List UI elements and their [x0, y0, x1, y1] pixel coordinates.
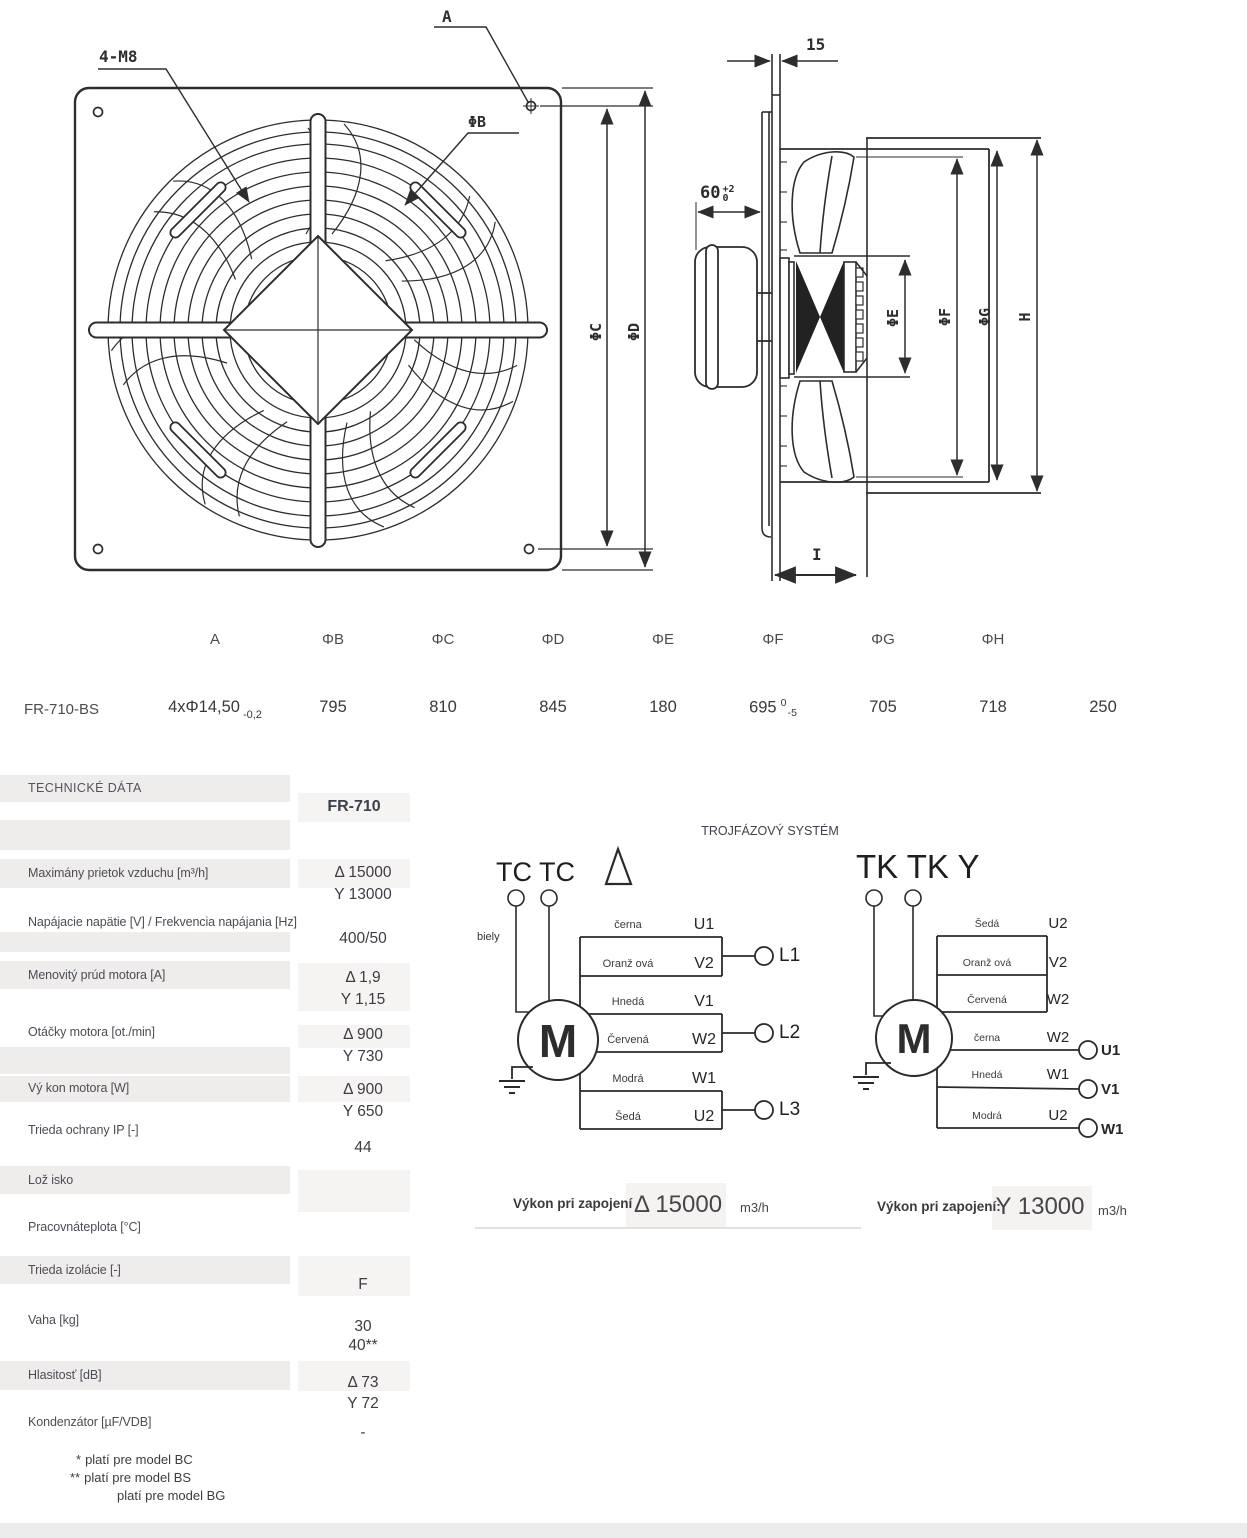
- dim-cell: 795: [319, 698, 347, 716]
- tk-label: TK TK Y: [856, 848, 980, 885]
- tech-value: 400/50: [339, 930, 387, 947]
- wire-code: U2: [1048, 915, 1068, 932]
- wire-color: Oranž ová: [602, 958, 654, 970]
- footnote: [113, 1488, 225, 1503]
- tech-table-title: TECHNICKÉ DÁTA: [28, 781, 142, 795]
- ground-icon: [499, 1067, 533, 1093]
- value-box: [298, 1170, 410, 1212]
- model-name: FR-710-BS: [24, 701, 100, 718]
- terminal-label-l2: L2: [779, 1022, 801, 1043]
- tech-label: Vý kon motora [W]: [28, 1081, 130, 1095]
- row-stripe: [0, 1047, 290, 1074]
- dim-cell: 845: [539, 698, 567, 716]
- tech-table-model: FR-710: [327, 798, 381, 815]
- label-phif: ΦF: [936, 307, 954, 327]
- footnote-marker: **: [70, 1470, 81, 1485]
- tech-label: Trieda ochrany IP [-]: [28, 1123, 139, 1137]
- output-unit-star: m3/h: [1098, 1203, 1127, 1218]
- terminal-label-l3: L3: [779, 1099, 801, 1120]
- label-phic: ΦC: [587, 322, 605, 342]
- housing-outline: [780, 138, 1041, 577]
- tech-value: Δ 900: [343, 1026, 383, 1043]
- dim-header: ΦF: [762, 631, 784, 648]
- tech-value: Y 650: [342, 1103, 384, 1120]
- wire-color: Šedá: [615, 1111, 641, 1123]
- terminal-label-l1: L1: [779, 945, 801, 966]
- tech-value: Y 72: [347, 1395, 379, 1412]
- dim-cell-a: [155, 698, 275, 721]
- motor-letter-star: M: [896, 1015, 932, 1062]
- tech-value: Y 730: [342, 1048, 384, 1065]
- terminal-l3: [755, 1101, 773, 1119]
- tech-value: -: [360, 1424, 366, 1441]
- dim-cell-a-main: 4xΦ14,50: [168, 698, 240, 716]
- output-value-star: Y 13000: [995, 1193, 1085, 1220]
- wire-color: černa: [614, 919, 642, 931]
- footnote-text: platí pre model BG: [117, 1488, 226, 1503]
- wire-label-biely: biely: [477, 931, 500, 943]
- label-phib: ΦB: [468, 113, 487, 131]
- motor-letter: M: [538, 1015, 578, 1067]
- dim-header: ΦG: [871, 631, 895, 648]
- label-60: 60: [700, 183, 721, 203]
- terminal-l2: [755, 1024, 773, 1042]
- label-60-sup: +2: [722, 184, 735, 195]
- label-phig: ΦG: [976, 307, 994, 327]
- output-label-delta: Výkon pri zapojení: [513, 1196, 633, 1211]
- tech-label: Lož isko: [28, 1173, 74, 1187]
- label-4m8: 4-M8: [99, 47, 138, 66]
- dim-header: ΦE: [652, 631, 674, 648]
- output-unit-delta: m3/h: [740, 1200, 769, 1215]
- footnote: [76, 1452, 193, 1467]
- delta-symbol: [606, 849, 631, 884]
- tech-value: 44: [354, 1139, 372, 1156]
- terminal-label-v1: V1: [1101, 1081, 1120, 1098]
- wire-color: Červená: [967, 994, 1007, 1006]
- fan-front-view: [75, 7, 653, 570]
- footnote-text: platí pre model BC: [85, 1452, 193, 1467]
- tech-label: Maximány prietok vzduchu [m³/h]: [28, 866, 209, 880]
- tech-value: F: [358, 1276, 368, 1293]
- tech-value: Δ 15000: [334, 864, 392, 881]
- dim-cell-f-sup: 0: [780, 697, 787, 709]
- wire-color: Červená: [607, 1034, 649, 1046]
- ground-icon-star: [853, 1063, 891, 1089]
- tech-label: Hlasitosť [dB]: [28, 1368, 102, 1382]
- delta-circuit: [499, 849, 773, 1129]
- tech-label: Pracovnáteplota [°C]: [28, 1220, 141, 1234]
- divider: [475, 1227, 861, 1229]
- tc-terminal-2: [541, 890, 557, 906]
- label-phid: ΦD: [625, 322, 643, 342]
- dim-cell-f-sub: -5: [787, 707, 797, 719]
- wire-color: Hnedá: [971, 1069, 1003, 1081]
- dim-cell: 250: [1089, 698, 1117, 716]
- dim-cell-f: [728, 698, 818, 718]
- dim-header: ΦC: [431, 631, 455, 648]
- footnote-marker: *: [76, 1452, 82, 1467]
- tech-value: Δ 900: [343, 1081, 383, 1098]
- tech-label: Napájacie napätie [V] / Frekvencia napájania [Hz]: [28, 915, 297, 929]
- tech-label: Otáčky motora [ot./min]: [28, 1025, 155, 1039]
- dim-cell-a-sub: -0,2: [242, 709, 262, 721]
- terminal-label-u1: U1: [1101, 1042, 1121, 1059]
- tech-value: 40**: [348, 1337, 378, 1354]
- wire-color: Modrá: [612, 1073, 644, 1085]
- terminal-v1: [1079, 1080, 1097, 1098]
- tc-label: TC TC: [496, 857, 575, 887]
- wire-color: Oranž ová: [962, 957, 1012, 969]
- tech-value: Δ 73: [347, 1374, 379, 1391]
- wire-code: W1: [1046, 1066, 1070, 1083]
- tech-label: Trieda izolácie [-]: [28, 1263, 121, 1277]
- footnote-text: platí pre model BS: [84, 1470, 192, 1485]
- tech-value: Δ 1,9: [345, 969, 381, 986]
- footnote: [70, 1470, 191, 1485]
- tech-label: Menovitý prúd motora [A]: [28, 968, 166, 982]
- wall-plate-section: [762, 54, 780, 581]
- terminal-u1: [1079, 1041, 1097, 1059]
- wire-code: U2: [1048, 1107, 1068, 1124]
- dim-cell-f-main: 695: [749, 698, 777, 717]
- terminal-w1: [1079, 1119, 1097, 1137]
- label-15: 15: [806, 35, 826, 54]
- wire-code: U1: [693, 916, 715, 933]
- tech-label: Kondenzátor [µF/VDB]: [28, 1415, 152, 1429]
- label-phie: ΦE: [884, 308, 902, 328]
- dim-cell: 718: [979, 698, 1007, 716]
- wire-code: W1: [692, 1070, 716, 1087]
- dim-cell: 810: [429, 698, 457, 716]
- label-h: H: [1016, 312, 1034, 322]
- terminal-l1: [755, 947, 773, 965]
- label-a: A: [442, 7, 452, 26]
- dim-cell: 705: [869, 698, 897, 716]
- dim-cell: 180: [649, 698, 677, 716]
- dim-header: ΦH: [981, 631, 1005, 648]
- terminal-label-w1: W1: [1101, 1121, 1124, 1138]
- wiring-title: TROJFÁZOVÝ SYSTÉM: [701, 824, 839, 838]
- tech-value: Y 1,15: [340, 991, 386, 1008]
- label-i: I: [812, 545, 822, 564]
- wire-code: W2: [1046, 1029, 1070, 1046]
- footer-bar: [0, 1523, 1247, 1538]
- label-60-tolerance: [700, 183, 735, 203]
- dim-header: ΦB: [322, 631, 344, 648]
- wire-code: W2: [1046, 991, 1070, 1008]
- fan-side-view: [695, 35, 1041, 581]
- label-60-sub: 0: [722, 193, 729, 204]
- wire-color: Hnedá: [611, 996, 645, 1008]
- dim-header: A: [209, 631, 220, 648]
- output-value-delta: Δ 15000: [633, 1191, 723, 1218]
- row-stripe: [0, 820, 290, 850]
- tech-value: Y 13000: [334, 886, 392, 903]
- tc-terminal-1: [508, 890, 524, 906]
- tech-value: 30: [354, 1318, 372, 1335]
- dim-header: ΦD: [541, 631, 565, 648]
- wire-code: V2: [1048, 954, 1068, 971]
- wire-code: V2: [694, 955, 714, 972]
- tk-terminal-1: [866, 890, 882, 906]
- wire-code: V1: [694, 993, 714, 1010]
- output-label-star: Výkon pri zapojení:: [877, 1199, 1001, 1214]
- motor-body: [695, 245, 772, 389]
- wire-color: Šedá: [974, 918, 1000, 930]
- wire-code: W2: [692, 1031, 716, 1048]
- tech-label: Vaha [kg]: [28, 1313, 79, 1327]
- row-stripe: [0, 932, 290, 952]
- tk-terminal-2: [905, 890, 921, 906]
- wire-color: černa: [973, 1032, 1001, 1044]
- wire-color: Modrá: [972, 1110, 1002, 1122]
- wire-code: U2: [693, 1108, 715, 1125]
